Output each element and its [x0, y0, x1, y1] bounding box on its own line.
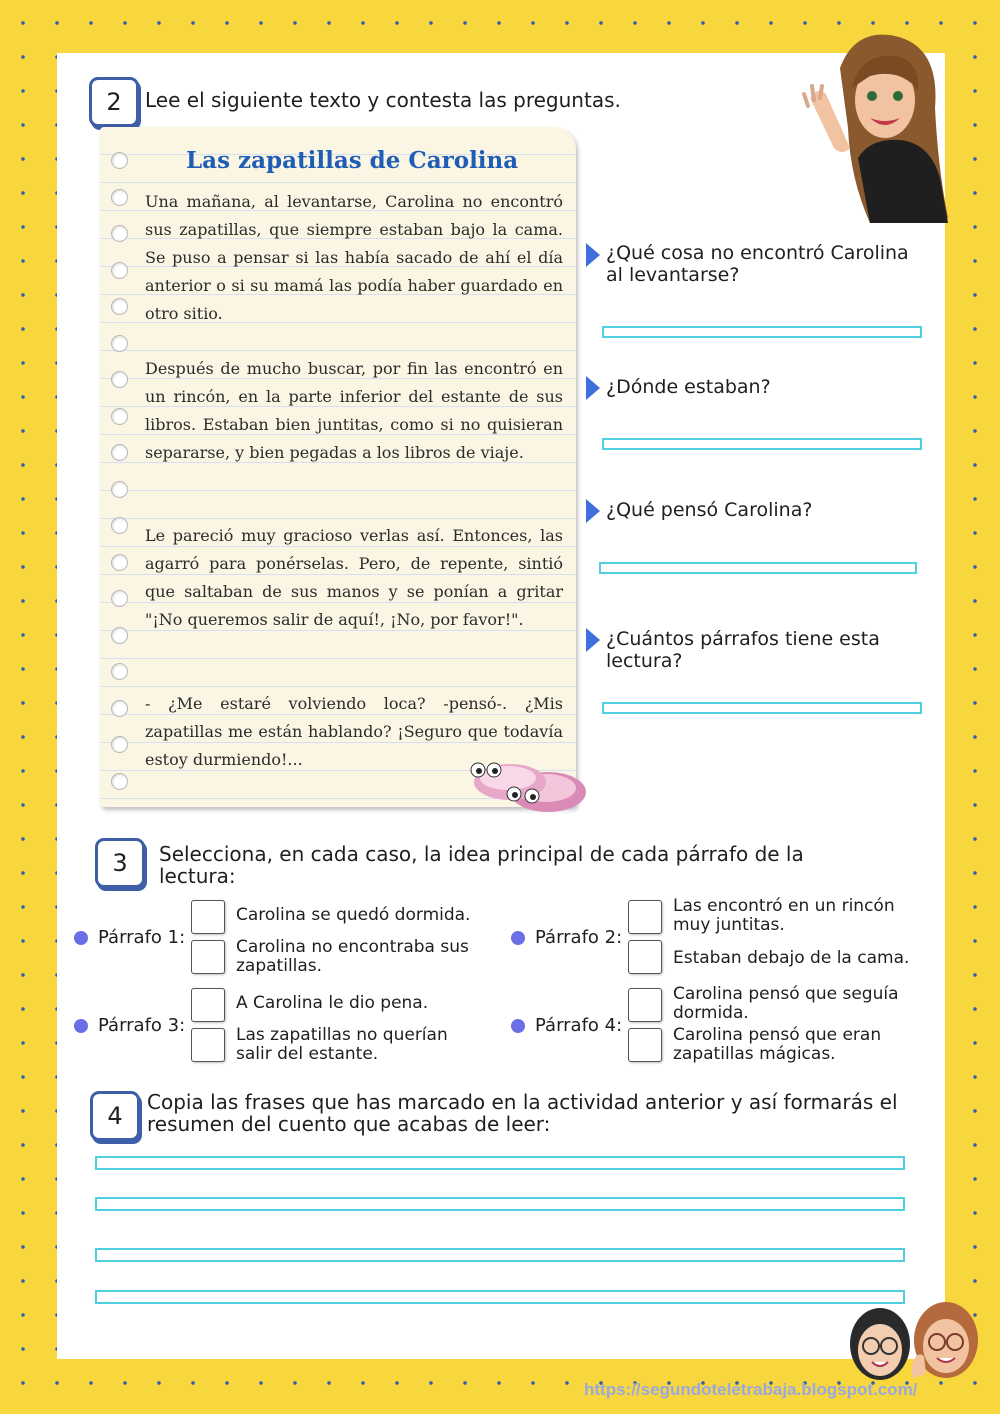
answer-line-2[interactable] — [602, 438, 922, 450]
paragraph-1-label: Párrafo 1: — [74, 927, 185, 948]
notebook-hole — [111, 736, 128, 753]
notebook-hole — [111, 189, 128, 206]
story-paragraph-1: Una mañana, al levantarse, Carolina no encontró sus zapatillas, que siempre estaban bajo la cama. Se puso a pensar si las había sacado de ahí el día anterior o si su mamá las podía haber guardado en otro sitio. — [145, 192, 563, 323]
bullet-icon — [511, 931, 525, 945]
summary-line-3[interactable] — [95, 1248, 905, 1262]
section-2-instruction: Lee el siguiente texto y contesta las preguntas. — [145, 88, 621, 112]
p4-option-1: Carolina pensó que seguía dormida. — [673, 984, 899, 1023]
section-4-instruction: Copia las frases que has marcado en la actividad anterior y así formarás el resumen del cuento que acabas de leer: — [147, 1090, 898, 1136]
notebook-hole — [111, 152, 128, 169]
bullet-icon — [74, 1019, 88, 1033]
checkbox-p4-option-2[interactable] — [628, 1028, 662, 1062]
notebook-hole — [111, 590, 128, 607]
p1-option-1: Carolina se quedó dormida. — [236, 905, 471, 925]
checkbox-p3-option-1[interactable] — [191, 988, 225, 1022]
question-2: ¿Dónde estaban? — [606, 376, 771, 398]
question-arrow-icon — [586, 376, 600, 400]
notebook-hole — [111, 262, 128, 279]
summary-line-4[interactable] — [95, 1290, 905, 1304]
notebook-hole — [111, 444, 128, 461]
checkbox-p4-option-1[interactable] — [628, 988, 662, 1022]
story-paragraph-4: - ¿Me estaré volviendo loca? -pensó-. ¿Mis zapatillas me están hablando? ¡Seguro que todavía estoy durmiendo!... — [145, 694, 563, 769]
authors-avatar — [846, 1300, 986, 1382]
notebook-hole — [111, 554, 128, 571]
summary-line-2[interactable] — [95, 1197, 905, 1211]
summary-line-1[interactable] — [95, 1156, 905, 1170]
question-arrow-icon — [586, 499, 600, 523]
notebook-hole — [111, 408, 128, 425]
notebook-hole — [111, 335, 128, 352]
paragraph-4-label: Párrafo 4: — [511, 1015, 622, 1036]
question-4: ¿Cuántos párrafos tiene esta lectura? — [606, 628, 880, 672]
question-3: ¿Qué pensó Carolina? — [606, 499, 813, 521]
bullet-icon — [74, 931, 88, 945]
slippers-illustration — [466, 756, 590, 820]
notebook-hole — [111, 627, 128, 644]
p2-option-1: Las encontró en un rincón muy juntitas. — [673, 896, 895, 935]
question-arrow-icon — [586, 243, 600, 267]
notebook-hole — [111, 663, 128, 680]
story-paragraph-3: Le pareció muy gracioso verlas así. Entonces, las agarró para ponérselas. Pero, de repente, sintió que saltaban de sus manos y se ponían a gritar "¡No queremos salir de aquí!, ¡No, por favor!". — [145, 526, 563, 629]
checkbox-p1-option-1[interactable] — [191, 900, 225, 934]
story-title: Las zapatillas de Carolina — [186, 147, 519, 174]
bullet-icon — [511, 1019, 525, 1033]
notebook-hole — [111, 371, 128, 388]
checkbox-p3-option-2[interactable] — [191, 1028, 225, 1062]
answer-line-3[interactable] — [599, 562, 917, 574]
notebook-hole — [111, 481, 128, 498]
checkbox-p2-option-2[interactable] — [628, 940, 662, 974]
p3-option-1: A Carolina le dio pena. — [236, 993, 429, 1013]
paragraph-2-label: Párrafo 2: — [511, 927, 622, 948]
notebook-hole — [111, 517, 128, 534]
checkbox-p2-option-1[interactable] — [628, 900, 662, 934]
checkbox-p1-option-2[interactable] — [191, 940, 225, 974]
answer-line-1[interactable] — [602, 326, 922, 338]
p4-option-2: Carolina pensó que eran zapatillas mágicas. — [673, 1025, 882, 1064]
question-1: ¿Qué cosa no encontró Carolina al levantarse? — [606, 242, 909, 286]
notebook-hole — [111, 298, 128, 315]
section-3-number: 3 — [95, 838, 145, 888]
section-2-number: 2 — [89, 77, 139, 127]
answer-line-4[interactable] — [602, 702, 922, 714]
question-arrow-icon — [586, 628, 600, 652]
p2-option-2: Estaban debajo de la cama. — [673, 948, 910, 968]
notebook-hole — [111, 773, 128, 790]
p3-option-2: Las zapatillas no querían salir del estante. — [236, 1025, 448, 1064]
teacher-avatar — [800, 28, 948, 223]
section-4-number: 4 — [90, 1091, 140, 1141]
footer-url[interactable]: https://segundoteletrabaja.blogspot.com/ — [584, 1380, 918, 1399]
notebook-hole — [111, 225, 128, 242]
story-paragraph-2: Después de mucho buscar, por fin las encontró en un rincón, en la parte inferior del estante de sus libros. Estaban bien juntitas, como si no quisieran separarse, y bien pegadas a los libros de viaje. — [145, 359, 563, 462]
notebook-hole — [111, 700, 128, 717]
p1-option-2: Carolina no encontraba sus zapatillas. — [236, 937, 469, 976]
section-3-instruction: Selecciona, en cada caso, la idea principal de cada párrafo de la lectura: — [159, 842, 804, 888]
paragraph-3-label: Párrafo 3: — [74, 1015, 185, 1036]
